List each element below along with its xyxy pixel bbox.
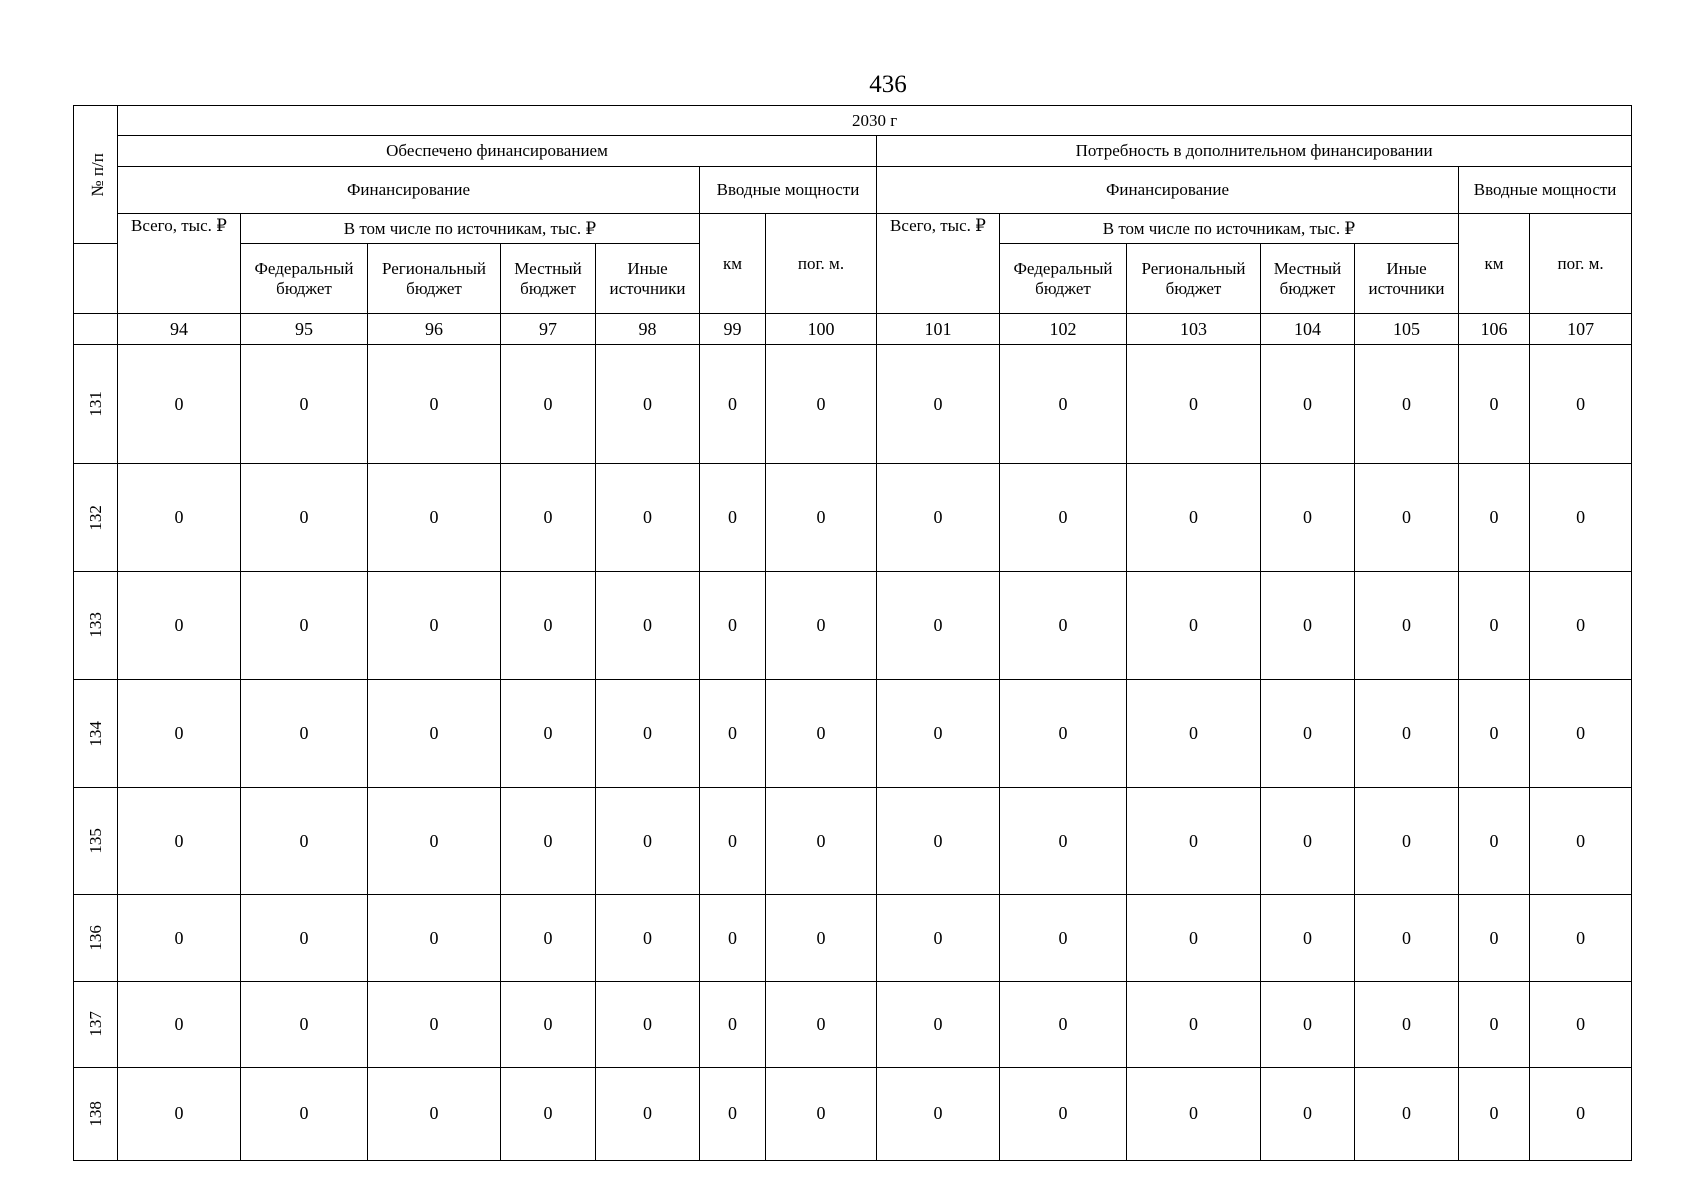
value-cell: 0 <box>118 1067 241 1160</box>
federal-header-secured: Федеральный бюджет <box>241 244 368 314</box>
value-cell: 0 <box>700 679 766 787</box>
value-cell: 0 <box>1261 1067 1355 1160</box>
row-number: 132 <box>85 504 105 531</box>
table-row <box>74 464 1632 571</box>
column-number: 95 <box>241 314 368 345</box>
value-cell: 0 <box>1530 981 1632 1067</box>
table-row <box>74 895 1632 981</box>
value-cell: 0 <box>596 981 700 1067</box>
financing-table <box>73 105 1632 1161</box>
value-cell: 0 <box>1459 679 1530 787</box>
value-cell: 0 <box>368 788 501 895</box>
value-cell: 0 <box>1459 788 1530 895</box>
value-cell: 0 <box>1261 679 1355 787</box>
value-cell: 0 <box>877 571 1000 679</box>
value-cell: 0 <box>501 571 596 679</box>
row-number: 134 <box>85 720 105 747</box>
row-number: 137 <box>85 1011 105 1037</box>
km-header-secured: км <box>700 214 766 314</box>
value-cell: 0 <box>501 345 596 464</box>
value-cell: 0 <box>596 895 700 981</box>
table-row <box>74 788 1632 895</box>
row-number-header-spacer <box>74 244 118 314</box>
value-cell: 0 <box>1127 788 1261 895</box>
value-cell: 0 <box>877 464 1000 571</box>
value-cell: 0 <box>1000 895 1127 981</box>
value-cell: 0 <box>766 345 877 464</box>
total-header-secured: Всего, тыс. ₽ <box>118 214 241 314</box>
other-header-additional: Иные источники <box>1355 244 1459 314</box>
value-cell: 0 <box>1127 679 1261 787</box>
financing-header-secured: Финансирование <box>118 167 700 214</box>
value-cell: 0 <box>1261 345 1355 464</box>
value-cell: 0 <box>501 788 596 895</box>
table-row <box>74 679 1632 787</box>
value-cell: 0 <box>241 1067 368 1160</box>
value-cell: 0 <box>1530 345 1632 464</box>
value-cell: 0 <box>1127 464 1261 571</box>
row-number: 136 <box>85 925 105 951</box>
column-number: 106 <box>1459 314 1530 345</box>
value-cell: 0 <box>596 1067 700 1160</box>
column-number-row <box>74 314 1632 345</box>
value-cell: 0 <box>700 345 766 464</box>
value-cell: 0 <box>596 464 700 571</box>
value-cell: 0 <box>501 464 596 571</box>
value-cell: 0 <box>766 571 877 679</box>
value-cell: 0 <box>1459 464 1530 571</box>
column-number: 94 <box>118 314 241 345</box>
value-cell: 0 <box>241 679 368 787</box>
value-cell: 0 <box>1000 788 1127 895</box>
value-cell: 0 <box>1459 345 1530 464</box>
value-cell: 0 <box>1261 895 1355 981</box>
value-cell: 0 <box>877 895 1000 981</box>
federal-header-additional: Федеральный бюджет <box>1000 244 1127 314</box>
row-number: 135 <box>85 828 105 854</box>
value-cell: 0 <box>596 345 700 464</box>
column-number: 101 <box>877 314 1000 345</box>
value-cell: 0 <box>118 345 241 464</box>
value-cell: 0 <box>1000 464 1127 571</box>
value-cell: 0 <box>877 981 1000 1067</box>
value-cell: 0 <box>1530 464 1632 571</box>
km-header-additional: км <box>1459 214 1530 314</box>
value-cell: 0 <box>368 679 501 787</box>
value-cell: 0 <box>700 464 766 571</box>
value-cell: 0 <box>1000 679 1127 787</box>
secured-financing-header: Обеспечено финансированием <box>118 136 877 167</box>
value-cell: 0 <box>1127 345 1261 464</box>
value-cell: 0 <box>596 679 700 787</box>
other-header-secured: Иные источники <box>596 244 700 314</box>
row-number-cell <box>74 981 118 1067</box>
column-number: 96 <box>368 314 501 345</box>
value-cell: 0 <box>1000 345 1127 464</box>
value-cell: 0 <box>1355 1067 1459 1160</box>
column-number: 105 <box>1355 314 1459 345</box>
local-header-secured: Местный бюджет <box>501 244 596 314</box>
value-cell: 0 <box>1355 895 1459 981</box>
row-number-cell <box>74 679 118 787</box>
value-cell: 0 <box>501 679 596 787</box>
value-cell: 0 <box>766 895 877 981</box>
value-cell: 0 <box>766 464 877 571</box>
value-cell: 0 <box>766 788 877 895</box>
value-cell: 0 <box>766 1067 877 1160</box>
table-row <box>74 345 1632 464</box>
column-number: 102 <box>1000 314 1127 345</box>
value-cell: 0 <box>1355 464 1459 571</box>
value-cell: 0 <box>118 571 241 679</box>
value-cell: 0 <box>368 1067 501 1160</box>
row-number-header-text: № п/п <box>87 152 107 197</box>
value-cell: 0 <box>1127 1067 1261 1160</box>
value-cell: 0 <box>1127 895 1261 981</box>
column-number-blank <box>74 314 118 345</box>
row-number-cell <box>74 464 118 571</box>
value-cell: 0 <box>1355 788 1459 895</box>
row-number-cell <box>74 571 118 679</box>
year-header: 2030 г <box>118 106 1632 136</box>
column-number: 97 <box>501 314 596 345</box>
column-number: 107 <box>1530 314 1632 345</box>
value-cell: 0 <box>501 981 596 1067</box>
value-cell: 0 <box>241 788 368 895</box>
value-cell: 0 <box>1355 981 1459 1067</box>
value-cell: 0 <box>700 788 766 895</box>
value-cell: 0 <box>241 571 368 679</box>
row-number: 131 <box>85 391 105 417</box>
value-cell: 0 <box>1127 981 1261 1067</box>
value-cell: 0 <box>1530 788 1632 895</box>
value-cell: 0 <box>241 345 368 464</box>
value-cell: 0 <box>501 1067 596 1160</box>
row-number: 138 <box>85 1101 105 1127</box>
value-cell: 0 <box>700 895 766 981</box>
value-cell: 0 <box>368 464 501 571</box>
value-cell: 0 <box>877 788 1000 895</box>
regional-header-additional: Региональный бюджет <box>1127 244 1261 314</box>
row-number-cell <box>74 1067 118 1160</box>
row-number: 133 <box>85 612 105 638</box>
value-cell: 0 <box>241 464 368 571</box>
value-cell: 0 <box>118 895 241 981</box>
value-cell: 0 <box>877 1067 1000 1160</box>
value-cell: 0 <box>1355 571 1459 679</box>
by-sources-header-secured: В том числе по источникам, тыс. ₽ <box>241 214 700 244</box>
page-number: 436 <box>869 71 907 98</box>
value-cell: 0 <box>700 981 766 1067</box>
value-cell: 0 <box>501 895 596 981</box>
value-cell: 0 <box>118 679 241 787</box>
value-cell: 0 <box>1530 895 1632 981</box>
value-cell: 0 <box>1261 981 1355 1067</box>
pog-m-header-additional: пог. м. <box>1530 214 1632 314</box>
value-cell: 0 <box>877 679 1000 787</box>
value-cell: 0 <box>118 981 241 1067</box>
table-row <box>74 981 1632 1067</box>
value-cell: 0 <box>1261 788 1355 895</box>
value-cell: 0 <box>700 1067 766 1160</box>
row-number-cell <box>74 895 118 981</box>
value-cell: 0 <box>1000 1067 1127 1160</box>
value-cell: 0 <box>766 981 877 1067</box>
value-cell: 0 <box>1459 895 1530 981</box>
column-number: 99 <box>700 314 766 345</box>
value-cell: 0 <box>1530 571 1632 679</box>
additional-financing-header: Потребность в дополнительном финансировании <box>877 136 1632 167</box>
value-cell: 0 <box>1459 981 1530 1067</box>
value-cell: 0 <box>596 571 700 679</box>
value-cell: 0 <box>1530 1067 1632 1160</box>
capacity-header-secured: Вводные мощности <box>700 167 877 214</box>
value-cell: 0 <box>118 464 241 571</box>
value-cell: 0 <box>368 981 501 1067</box>
column-number: 103 <box>1127 314 1261 345</box>
value-cell: 0 <box>1355 679 1459 787</box>
by-sources-header-additional: В том числе по источникам, тыс. ₽ <box>1000 214 1459 244</box>
regional-header-secured: Региональный бюджет <box>368 244 501 314</box>
value-cell: 0 <box>241 895 368 981</box>
value-cell: 0 <box>1355 345 1459 464</box>
value-cell: 0 <box>368 345 501 464</box>
column-number: 100 <box>766 314 877 345</box>
value-cell: 0 <box>1530 679 1632 787</box>
capacity-header-additional: Вводные мощности <box>1459 167 1632 214</box>
total-header-additional: Всего, тыс. ₽ <box>877 214 1000 314</box>
value-cell: 0 <box>1000 571 1127 679</box>
table-row <box>74 1067 1632 1160</box>
value-cell: 0 <box>700 571 766 679</box>
value-cell: 0 <box>1127 571 1261 679</box>
row-number-cell <box>74 788 118 895</box>
value-cell: 0 <box>118 788 241 895</box>
value-cell: 0 <box>1261 571 1355 679</box>
value-cell: 0 <box>877 345 1000 464</box>
value-cell: 0 <box>368 895 501 981</box>
value-cell: 0 <box>1261 464 1355 571</box>
financing-header-additional: Финансирование <box>877 167 1459 214</box>
value-cell: 0 <box>596 788 700 895</box>
table-body <box>74 314 1632 1161</box>
pog-m-header-secured: пог. м. <box>766 214 877 314</box>
value-cell: 0 <box>1000 981 1127 1067</box>
value-cell: 0 <box>368 571 501 679</box>
value-cell: 0 <box>1459 571 1530 679</box>
local-header-additional: Местный бюджет <box>1261 244 1355 314</box>
value-cell: 0 <box>766 679 877 787</box>
column-number: 104 <box>1261 314 1355 345</box>
column-number: 98 <box>596 314 700 345</box>
table-row <box>74 571 1632 679</box>
value-cell: 0 <box>1459 1067 1530 1160</box>
value-cell: 0 <box>241 981 368 1067</box>
row-number-header <box>74 106 118 244</box>
row-number-cell <box>74 345 118 464</box>
